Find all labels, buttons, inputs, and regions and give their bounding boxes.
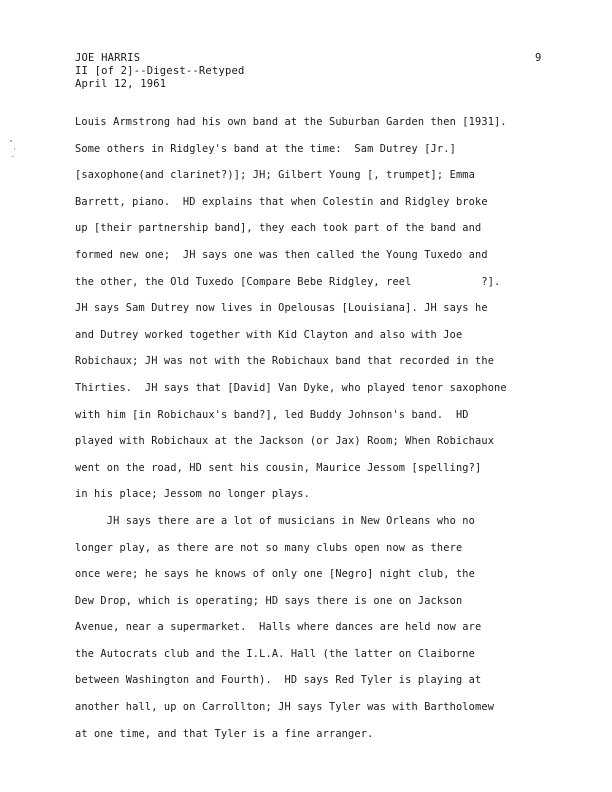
body-line: with him [in Robichaux's band?], led Buddy Johnson's band. HD bbox=[75, 408, 469, 421]
scan-speck bbox=[12, 156, 14, 157]
body-line: [saxophone(and clarinet?)]; JH; Gilbert Young [, trumpet]; Emma bbox=[75, 169, 476, 182]
body-line: and Dutrey worked together with Kid Clayton and also with Joe bbox=[75, 328, 463, 341]
body-line: Dew Drop, which is operating; HD says there is one on Jackson bbox=[75, 594, 463, 607]
body-line: Louis Armstrong had his own band at the Suburban Garden then [1931]. bbox=[75, 116, 507, 128]
transcript-body bbox=[75, 109, 575, 747]
header-reel-info: II [of 2]--Digest--Retyped bbox=[75, 65, 245, 77]
page-number: 9 bbox=[535, 52, 542, 64]
header-interviewee: JOE HARRIS bbox=[75, 52, 141, 64]
scan-speck bbox=[10, 140, 12, 142]
body-line: went on the road, HD sent his cousin, Maurice Jessom [spelling?] bbox=[75, 461, 482, 474]
body-line: Barrett, piano. HD explains that when Colestin and Ridgley broke bbox=[75, 195, 488, 208]
body-line: Thirties. JH says that [David] Van Dyke, who played tenor saxophone bbox=[75, 381, 507, 394]
body-line: Avenue, near a supermarket. Halls where dances are held now are bbox=[75, 621, 482, 634]
scan-speck bbox=[14, 148, 15, 150]
body-line: JH says Sam Dutrey now lives in Opelousas [Louisiana]. JH says he bbox=[75, 302, 488, 315]
body-line: once were; he says he knows of only one [Negro] night club, the bbox=[75, 568, 476, 581]
header-date: April 12, 1961 bbox=[75, 78, 167, 90]
body-line: formed new one; JH says one was then called the Young Tuxedo and bbox=[75, 248, 488, 261]
body-line: at one time, and that Tyler is a fine arranger. bbox=[75, 727, 374, 740]
body-line: the other, the Old Tuxedo [Compare Bebe Ridgley, reel ?]. bbox=[75, 275, 501, 288]
body-line: Robichaux; JH was not with the Robichaux band that recorded in the bbox=[75, 355, 495, 368]
body-line: up [their partnership band], they each took part of the band and bbox=[75, 222, 482, 235]
body-line: longer play, as there are not so many clubs open now as there bbox=[75, 541, 463, 554]
body-line: JH says there are a lot of musicians in New Orleans who no bbox=[75, 514, 476, 527]
body-line: played with Robichaux at the Jackson (or Jax) Room; When Robichaux bbox=[75, 435, 495, 448]
body-line: another hall, up on Carrollton; JH says Tyler was with Bartholomew bbox=[75, 701, 495, 714]
body-line: between Washington and Fourth). HD says Red Tyler is playing at bbox=[75, 674, 482, 687]
document-header bbox=[75, 52, 245, 91]
body-line: Some others in Ridgley's band at the time: Sam Dutrey [Jr.] bbox=[75, 142, 456, 155]
body-line: in his place; Jessom no longer plays. bbox=[75, 488, 310, 501]
body-line: the Autocrats club and the I.L.A. Hall (the latter on Claiborne bbox=[75, 647, 476, 660]
